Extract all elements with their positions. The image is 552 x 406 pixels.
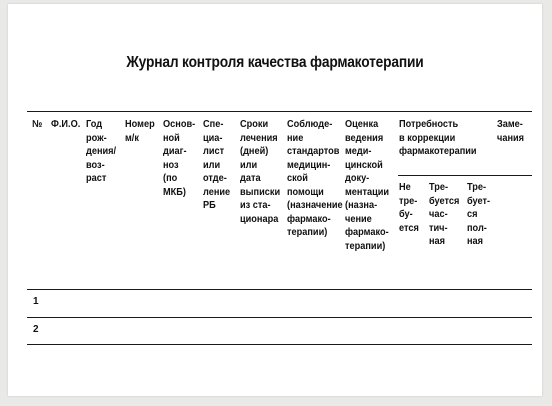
header-bottom-rule <box>27 289 532 290</box>
col-header-docs: Оценка ведения меди- цинской доку- ментации (назна- чение фармако- терапии) <box>345 119 390 252</box>
col-header-standards: Соблюде- ние стандартов медицин- ской помощи (назначение фармако- терапии) <box>287 119 343 238</box>
row-number: 1 <box>33 296 39 307</box>
col-header-specialist: Спе- циа- лист или отде- ление РБ <box>203 119 231 211</box>
page-title: Журнал контроля качества фармакотерапии <box>126 54 424 71</box>
subheader-rule <box>398 175 532 176</box>
row-number: 2 <box>33 324 39 335</box>
col-header-fio: Ф.И.О. <box>51 119 81 130</box>
col-header-need: Потребность в коррекции фармакотерапии <box>399 119 477 157</box>
col-header-remarks: Заме- чания <box>497 119 525 144</box>
col-header-card: Номер м/к <box>125 119 155 144</box>
subcol-header-not-required: Не тре- бу- ется <box>399 182 419 234</box>
col-header-num: № <box>32 119 43 130</box>
col-header-birth: Год рож- дения/ воз- раст <box>86 119 117 184</box>
col-header-diagnosis: Основ- ной диаг- ноз (по МКБ) <box>163 119 196 198</box>
journal-sheet <box>8 4 542 396</box>
col-header-term: Сроки лечения (дней) или дата выписки из ста- ционара <box>240 119 281 225</box>
row-divider <box>27 317 532 318</box>
header-top-rule <box>27 111 532 112</box>
table-bottom-rule <box>27 344 532 345</box>
subcol-header-partial: Тре- буется час- тич- ная <box>429 182 460 247</box>
subcol-header-full: Тре- бует- ся пол- ная <box>467 182 491 247</box>
